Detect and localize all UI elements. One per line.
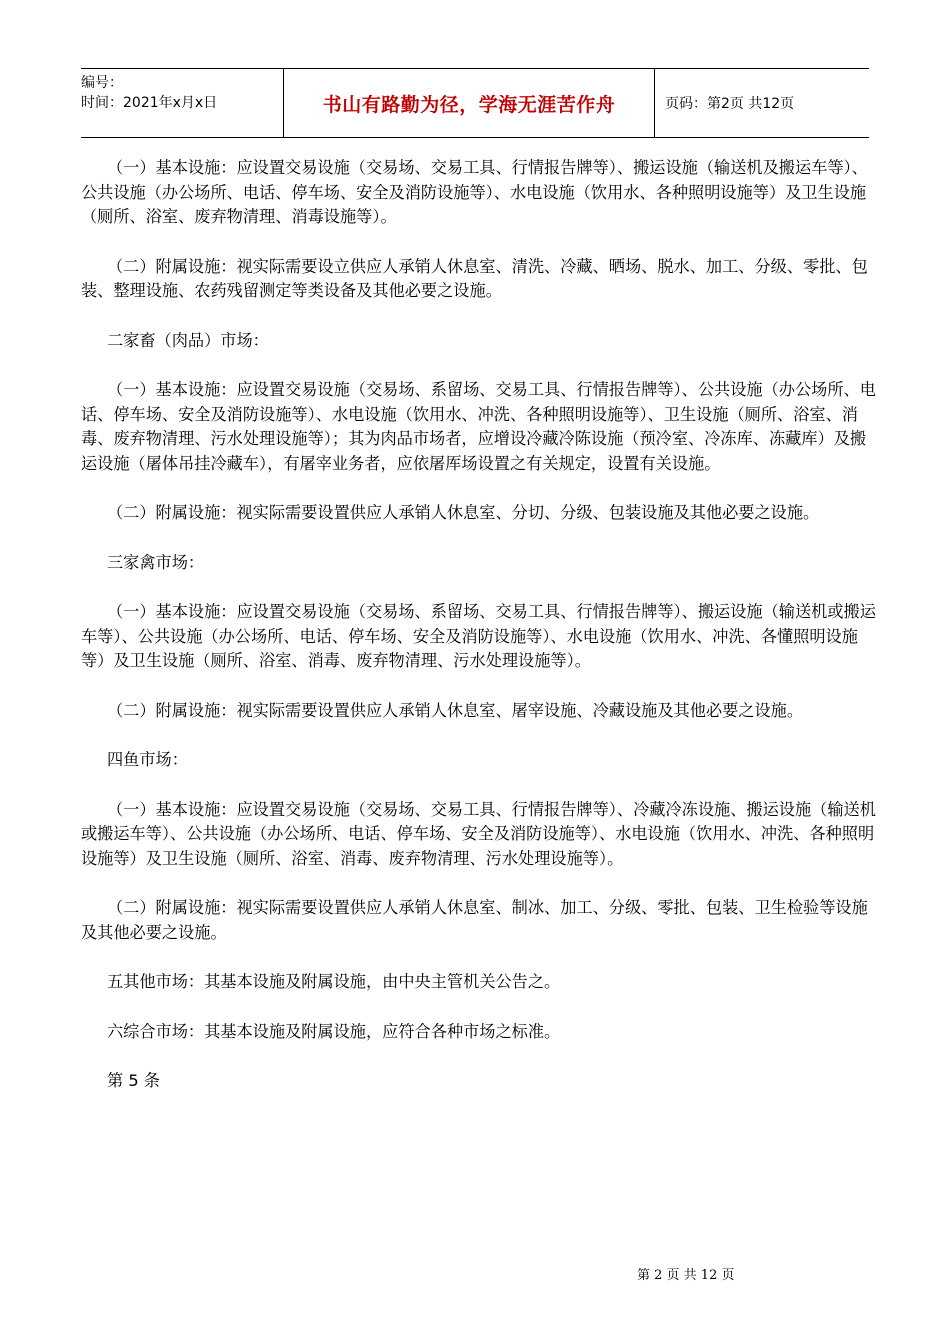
header-motto: 书山有路勤为径，学海无涯苦作舟 bbox=[284, 69, 655, 137]
header-meta bbox=[81, 69, 284, 137]
paragraph: （一）基本设施：应设置交易设施（交易场、交易工具、行情报告牌等）、冷藏冷冻设施、搬运设施（输送机或搬运车等）、公共设施（办公场所、电话、停车场、安全及消防设施等）、水电设施（饮用水、冲洗、各种照明设施等）及卫生设施（厕所、浴室、消毒、废弃物清理、污水处理设施等）。 bbox=[81, 799, 876, 868]
paragraph: 五其他市场：其基本设施及附属设施，由中央主管机关公告之。 bbox=[107, 972, 561, 991]
paragraph: （一）基本设施：应设置交易设施（交易场、系留场、交易工具、行情报告牌等）、公共设施（办公场所、电话、停车场、安全及消防设施等）、水电设施（饮用水、冲洗、各种照明设施等）、卫生设施（厕所、浴室、消毒、废弃物清理、污水处理设施等）；其为肉品市场者，应增设冷藏冷陈设施（预冷室、冷冻库、冻藏库）及搬运设施（屠体吊挂冷藏车），有屠宰业务者，应依屠厍场设置之有关规定，设置有关设施。 bbox=[81, 380, 876, 473]
number-label: 编号： bbox=[81, 75, 123, 91]
paragraph: （二）附属设施：视实际需要设置供应人承销人休息室、分切、分级、包装设施及其他必要之设施。 bbox=[107, 503, 820, 522]
paragraph: （二）附属设施：视实际需要设立供应人承销人休息室、清洗、冷藏、晒场、脱水、加工、分级、零批、包装、整理设施、农药残留测定等类设备及其他必要之设施。 bbox=[81, 256, 868, 300]
article-heading: 第 5 条 bbox=[107, 1071, 160, 1090]
paragraph: （二）附属设施：视实际需要设置供应人承销人休息室、屠宰设施、冷藏设施及其他必要之设施。 bbox=[107, 700, 804, 720]
date-label: 时间：2021年x月x日 bbox=[81, 95, 218, 111]
paragraph: 六综合市场：其基本设施及附属设施，应符合各种市场之标准。 bbox=[107, 1021, 561, 1041]
paragraph: （一）基本设施：应设置交易设施（交易场、系留场、交易工具、行情报告牌等）、搬运设施（输送机或搬运车等）、公共设施（办公场所、电话、停车场、安全及消防设施等）、水电设施（饮用水、冲洗、各懂照明设施等）及卫生设施（厕所、浴室、消毒、废弃物清理、污水处理设施等）。 bbox=[81, 602, 876, 670]
page-footer: 第 2 页 共 12 页 bbox=[637, 1268, 735, 1283]
section-heading: 三家禽市场： bbox=[107, 552, 205, 572]
document-body bbox=[81, 156, 881, 1119]
page-header bbox=[81, 68, 869, 138]
header-page-label: 页码：第2页 共12页 bbox=[665, 96, 795, 112]
section-heading: 四鱼市场： bbox=[107, 750, 188, 769]
paragraph: （一）基本设施：应设置交易设施（交易场、交易工具、行情报告牌等）、搬运设施（输送机及搬运车等）、公共设施（办公场所、电话、停车场、安全及消防设施等）、水电设施（饮用水、各种照明设施等）及卫生设施（厕所、浴室、废弃物清理、消毒设施等）。 bbox=[81, 158, 868, 226]
paragraph: （二）附属设施：视实际需要设置供应人承销人休息室、制冰、加工、分级、零批、包装、卫生检验等设施及其他必要之设施。 bbox=[81, 898, 868, 942]
section-heading: 二家畜（肉品）市场： bbox=[107, 330, 269, 350]
